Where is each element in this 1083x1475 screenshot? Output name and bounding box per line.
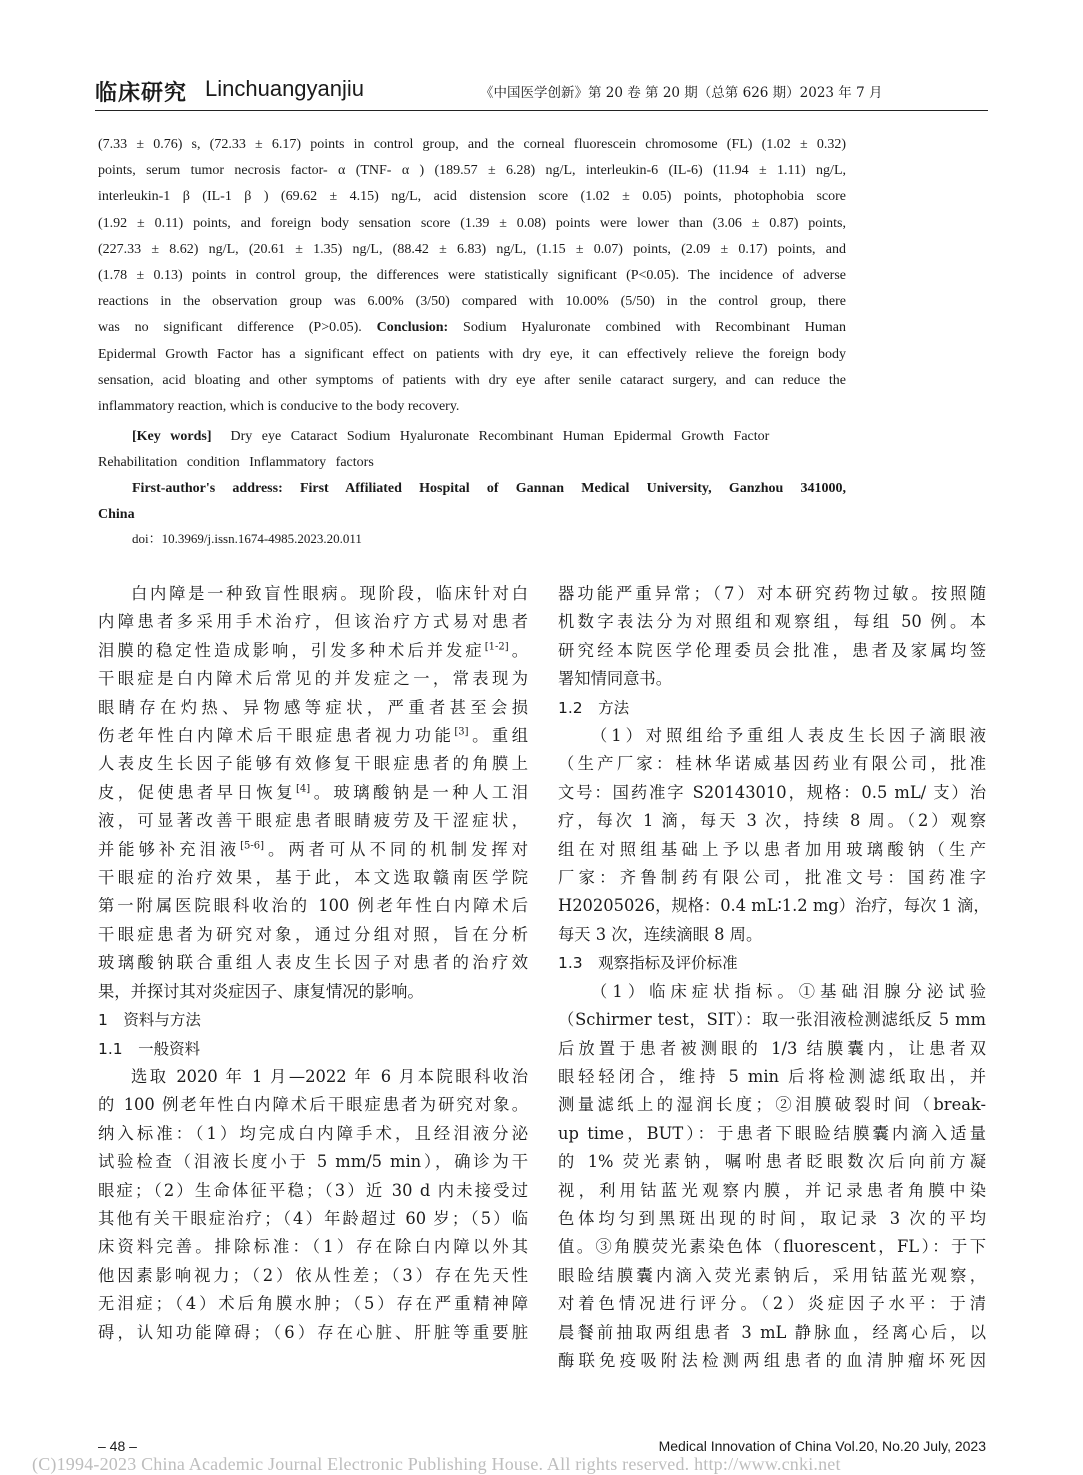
body-text: 伤老年性白内障术后干眼症患者视力功能 xyxy=(98,726,455,746)
section-title-en: Linchuangyanjiu xyxy=(205,76,365,101)
body-line: 人表皮生长因子能够有效修复干眼症患者的角膜上 xyxy=(98,754,528,774)
body-line xyxy=(98,779,528,807)
body-line: 干眼症是白内障术后常见的并发症之一，常表现为 xyxy=(98,669,528,689)
body-line: 视，利用钴蓝光观察内膜，并记录患者角膜中染 xyxy=(558,1180,986,1200)
abstract-line: reactions in the observation group was 6.00% (3/50) compared with 10.00% (5/50) in the control group, there xyxy=(98,294,846,310)
abstract-line: Epidermal Growth Factor has a significant effect on patients with dry eye, it can effectively relieve the foreign body xyxy=(98,346,846,362)
abstract-line: (227.33 ± 8.62) ng/L, (20.61 ± 1.35) ng/L, (88.42 ± 6.83) ng/L, (1.15 ± 0.07) points, (2.09 ± 0.17) points, and xyxy=(98,241,846,257)
body-line: 研究经本院医学伦理委员会批准，患者及家属均签 xyxy=(558,640,986,660)
abstract-line: (1.78 ± 0.13) points in control group, the differences were statistically significant (P<0.05). The incidence of adverse xyxy=(98,268,846,284)
body-line: 值。③角膜荧光素染色体（fluorescent，FL）：于下 xyxy=(558,1237,986,1257)
subsection-heading: 1.3 观察指标及评价标准 xyxy=(558,954,738,973)
body-text: 。 xyxy=(508,640,528,660)
body-line: H20205026，规格：0.4 mL∶1.2 mg）治疗，每次 1 滴， xyxy=(558,896,990,916)
keywords xyxy=(98,424,846,476)
body-text: 皮，促使患者早日恢复 xyxy=(98,782,296,802)
journal-issue: 《中国医学创新》第 20 卷 第 20 期（总第 626 期）2023 年 7 月 xyxy=(480,85,883,101)
header-rule xyxy=(95,110,988,111)
body-line: 内障患者多采用手术治疗，但该治疗方式易对患者 xyxy=(98,612,528,632)
copyright-notice: (C)1994-2023 China Academic Journal Electronic Publishing House. All rights reserved. http://www.cnki.net xyxy=(32,1454,841,1474)
body-line: 后放置于患者被测眼的 1/3 结膜囊内，让患者双 xyxy=(558,1038,986,1058)
abstract-text: was no significant difference (P>0.05). xyxy=(98,320,377,336)
body-line: 的 1% 荧光素钠，嘱咐患者眨眼数次后向前方凝 xyxy=(558,1152,986,1172)
body-line: 署知情同意书。 xyxy=(558,669,672,689)
body-line: 测量滤纸上的湿润长度；②泪膜破裂时间（break- xyxy=(558,1095,986,1115)
body-line: 液，可显著改善干眼症患者眼睛疲劳及干涩症状， xyxy=(98,811,528,831)
citation: [1-2] xyxy=(484,641,509,653)
keywords-text: Dry eye Cataract Sodium Hyaluronate Recombinant Human Epidermal Growth Factor xyxy=(230,429,770,444)
body-line: 其他有关干眼症治疗；（4）年龄超过 60 岁；（5）临 xyxy=(98,1208,528,1228)
abstract-line xyxy=(98,315,846,341)
body-line xyxy=(98,836,528,864)
body-line: 组在对照组基础上予以患者加用玻璃酸钠（生产 xyxy=(558,839,986,859)
body-line: 果，并探讨其对炎症因子、康复情况的影响。 xyxy=(98,981,424,1001)
body-line: 白内障是一种致盲性眼病。现阶段，临床针对白 xyxy=(131,584,528,603)
body-line: 的 100 例老年性白内障术后干眼症患者为研究对象。 xyxy=(98,1095,528,1115)
body-line: 机数字表法分为对照组和观察组，每组 50 例。本 xyxy=(558,612,986,632)
body-text: 。两者可从不同的机制发挥对 xyxy=(264,839,528,859)
abstract-text: Sodium Hyaluronate combined with Recombinant Human xyxy=(448,320,847,336)
body-line: （Schirmer test，SIT）：取一张泪液检测滤纸反 5 mm xyxy=(558,1010,986,1030)
body-line: 器功能严重异常；（7）对本研究药物过敏。按照随 xyxy=(558,584,986,603)
section-title-zh: 临床研究 xyxy=(95,81,188,106)
body-line: （1）对照组给予重组人表皮生长因子滴眼液 xyxy=(591,726,986,746)
right-column xyxy=(558,580,990,1375)
body-line: 酶联免疫吸附法检测两组患者的血清肿瘤坏死因 xyxy=(558,1350,986,1370)
body-line: （1）临床症状指标。①基础泪腺分泌试验 xyxy=(591,981,986,1001)
body-line: up time，BUT）：于患者下眼睑结膜囊内滴入适量 xyxy=(558,1123,986,1143)
running-header xyxy=(95,76,988,112)
body-line xyxy=(98,722,528,750)
body-line: 第一附属医院眼科收治的 100 例老年性白内障术后 xyxy=(98,896,528,916)
subsection-heading: 1.2 方法 xyxy=(558,698,630,717)
conclusion-label: Conclusion: xyxy=(376,320,449,336)
body-line: 每天 3 次，连续滴眼 8 周。 xyxy=(558,924,763,944)
body-line: 干眼症的治疗效果，基于此，本文选取赣南医学院 xyxy=(98,868,528,888)
keywords-label: [Key words] xyxy=(132,429,212,444)
citation: [3] xyxy=(454,726,469,738)
subsection-heading: 1.1 一般资料 xyxy=(98,1039,201,1058)
body-line: 厂家：齐鲁制药有限公司，批准文号：国药准字 xyxy=(558,868,986,888)
body-line: 他因素影响视力；（2）依从性差；（3）存在先天性 xyxy=(98,1265,528,1285)
body-line: 文号：国药准字 S20143010，规格：0.5 mL/ 支）治 xyxy=(558,782,986,802)
abstract-line: points, serum tumor necrosis factor- α (TNF- α ) (189.57 ± 6.28) ng/L, interleukin-6 (IL-6) (11.94 ± 1.11) ng/L, xyxy=(98,163,846,179)
body-line: 晨餐前抽取两组患者 3 mL 静脉血，经离心后，以 xyxy=(558,1322,986,1342)
body-text: 。重组 xyxy=(468,726,528,746)
left-column xyxy=(98,580,528,1347)
body-line xyxy=(98,637,528,665)
body-line: 选取 2020 年 1 月—2022 年 6 月本院眼科收治 xyxy=(131,1066,528,1086)
doi: doi：10.3969/j.issn.1674-4985.2023.20.011 xyxy=(132,531,362,546)
abstract-line: inflammatory reaction, which is conducive to the body recovery. xyxy=(98,399,460,415)
body-line: 纳入标准：（1）均完成白内障手术，且经泪液分泌 xyxy=(98,1123,528,1143)
first-author-address xyxy=(98,476,846,528)
body-line: 眼睛存在灼热、异物感等症状，严重者甚至会损 xyxy=(98,697,528,717)
page-number: – 48 – xyxy=(98,1438,137,1454)
body-line: 床资料完善。排除标准：（1）存在除白内障以外其 xyxy=(98,1237,528,1257)
body-line: 碍，认知功能障碍；（6）存在心脏、肝脏等重要脏 xyxy=(98,1322,528,1342)
abstract-en xyxy=(98,132,846,420)
body-line: （生产厂家：桂林华诺威基因药业有限公司，批准 xyxy=(558,754,986,774)
body-line: 眼症；（2）生命体征平稳；（3）近 30 d 内未接受过 xyxy=(98,1180,528,1200)
journal-footer: Medical Innovation of China Vol.20, No.20 July, 2023 xyxy=(658,1438,986,1454)
body-line: 眼睑结膜囊内滴入荧光素钠后，采用钴蓝光观察， xyxy=(558,1265,986,1285)
citation: [5-6] xyxy=(240,840,265,852)
body-line: 试验检查（泪液长度小于 5 mm/5 min），确诊为干 xyxy=(98,1152,528,1172)
section-heading: 1 资料与方法 xyxy=(98,1011,201,1030)
abstract-line: (7.33 ± 0.76) s, (72.33 ± 6.17) points in control group, and the corneal fluorescein chromosome (FL) (1.02 ± 0.32) xyxy=(98,137,846,152)
body-text: 。玻璃酸钠是一种人工泪 xyxy=(310,782,528,802)
citation: [4] xyxy=(296,783,311,795)
body-line: 对着色情况进行评分。（2）炎症因子水平：于清 xyxy=(558,1294,986,1314)
body-text: 并能够补充泪液 xyxy=(98,839,241,859)
keywords-row xyxy=(98,424,846,450)
body-line: 色体均匀到黑斑出现的时间，取记录 3 次的平均 xyxy=(558,1208,986,1228)
address-line: First-author's address: First Affiliated Hospital of Gannan Medical University, Ganzhou 341000, xyxy=(132,481,846,496)
body-line: 无泪症；（4）术后角膜水肿；（5）存在严重精神障 xyxy=(98,1294,528,1314)
address-line: China xyxy=(98,507,135,522)
body-line: 疗，每次 1 滴，每天 3 次，持续 8 周。（2）观察 xyxy=(558,811,986,831)
abstract-line: interleukin-1 β (IL-1 β ) (69.62 ± 4.15) ng/L, acid distension score (1.02 ± 0.05) points, photophobia score xyxy=(98,189,846,205)
keywords-row: Rehabilitation condition Inflammatory factors xyxy=(98,455,374,471)
body-line: 干眼症患者为研究对象，通过分组对照，旨在分析 xyxy=(98,924,528,944)
body-line: 玻璃酸钠联合重组人表皮生长因子对患者的治疗效 xyxy=(98,953,528,973)
body-line: 眼轻轻闭合，维持 5 min 后将检测滤纸取出，并 xyxy=(558,1066,986,1086)
body-text: 泪膜的稳定性造成影响，引发多种术后并发症 xyxy=(98,640,485,660)
abstract-line: sensation, acid bloating and other symptoms of patients with dry eye after senile cataract surgery, and can reduce the xyxy=(98,372,846,388)
abstract-line: (1.92 ± 0.11) points, and foreign body sensation score (1.39 ± 0.08) points were lower than (3.06 ± 0.87) points, xyxy=(98,215,846,231)
